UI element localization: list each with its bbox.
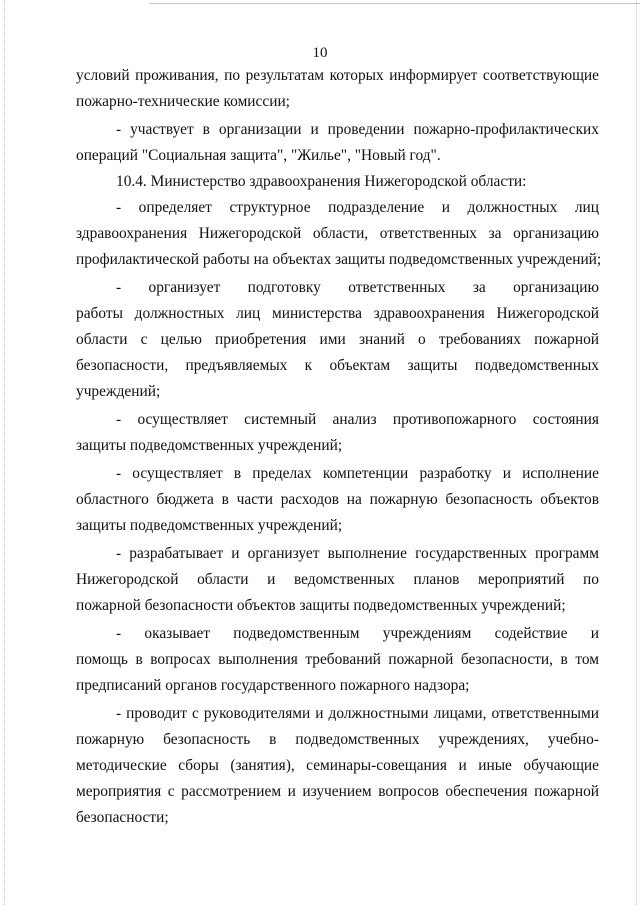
text-line: пожарной безопасности объектов защиты подведомственных учреждений; [76, 597, 566, 614]
text-line: - разрабатывает и организует выполнение государственных программ [116, 545, 599, 562]
text-line: методические сборы (занятия), семинары-совещания и иные обучающие [76, 757, 599, 774]
text-line: Нижегородской области и ведомственных планов мероприятий по [76, 571, 599, 588]
text-line: области с целью приобретения ими знаний о требованиях пожарной [76, 331, 599, 348]
scan-right-edge [636, 0, 637, 905]
text-line: предписаний органов государственного пожарного надзора; [76, 677, 470, 694]
text-line: безопасности, предъявляемых к объектам защиты подведомственных [76, 357, 599, 374]
scan-top-rule [150, 3, 640, 4]
text-line: операций "Социальная защита", "Жилье", "Новый год". [76, 147, 441, 164]
text-line: учреждений; [76, 383, 161, 400]
text-line: - организует подготовку ответственных за организацию [116, 279, 599, 296]
text-line: здравоохранения Нижегородской области, ответственных за организацию [76, 225, 599, 242]
text-line: - проводит с руководителями и должностными лицами, ответственными [116, 705, 599, 722]
text-line: профилактической работы на объектах защиты подведомственных учреждений; [76, 251, 602, 268]
text-line: - осуществляет в пределах компетенции разработку и исполнение [116, 465, 599, 482]
section-heading: 10.4. Министерство здравоохранения Нижегородской области: [116, 173, 527, 190]
text-line: защиты подведомственных учреждений; [76, 437, 343, 454]
text-line: областного бюджета в части расходов на пожарную безопасность объектов [76, 491, 599, 508]
text-line: пожарную безопасность в подведомственных учреждениях, учебно- [76, 731, 599, 748]
text-line: работы должностных лиц министерства здравоохранения Нижегородской [76, 305, 599, 322]
text-line: - определяет структурное подразделение и должностных лиц [116, 199, 599, 216]
text-line: пожарно-технические комиссии; [76, 93, 290, 110]
text-line: - участвует в организации и проведении пожарно-профилактических [116, 121, 599, 138]
text-line: безопасности; [76, 809, 169, 826]
text-line: условий проживания, по результатам которых информирует соответствующие [76, 67, 599, 84]
text-line: мероприятия с рассмотрением и изучением вопросов обеспечения пожарной [76, 783, 599, 800]
text-line: помощь в вопросах выполнения требований пожарной безопасности, в том [76, 651, 599, 668]
scan-left-edge [4, 0, 5, 905]
page-number: 10 [312, 45, 328, 61]
text-line: - осуществляет системный анализ противопожарного состояния [116, 411, 599, 428]
text-line: защиты подведомственных учреждений; [76, 517, 343, 534]
text-line: - оказывает подведомственным учреждениям содействие и [116, 625, 599, 642]
